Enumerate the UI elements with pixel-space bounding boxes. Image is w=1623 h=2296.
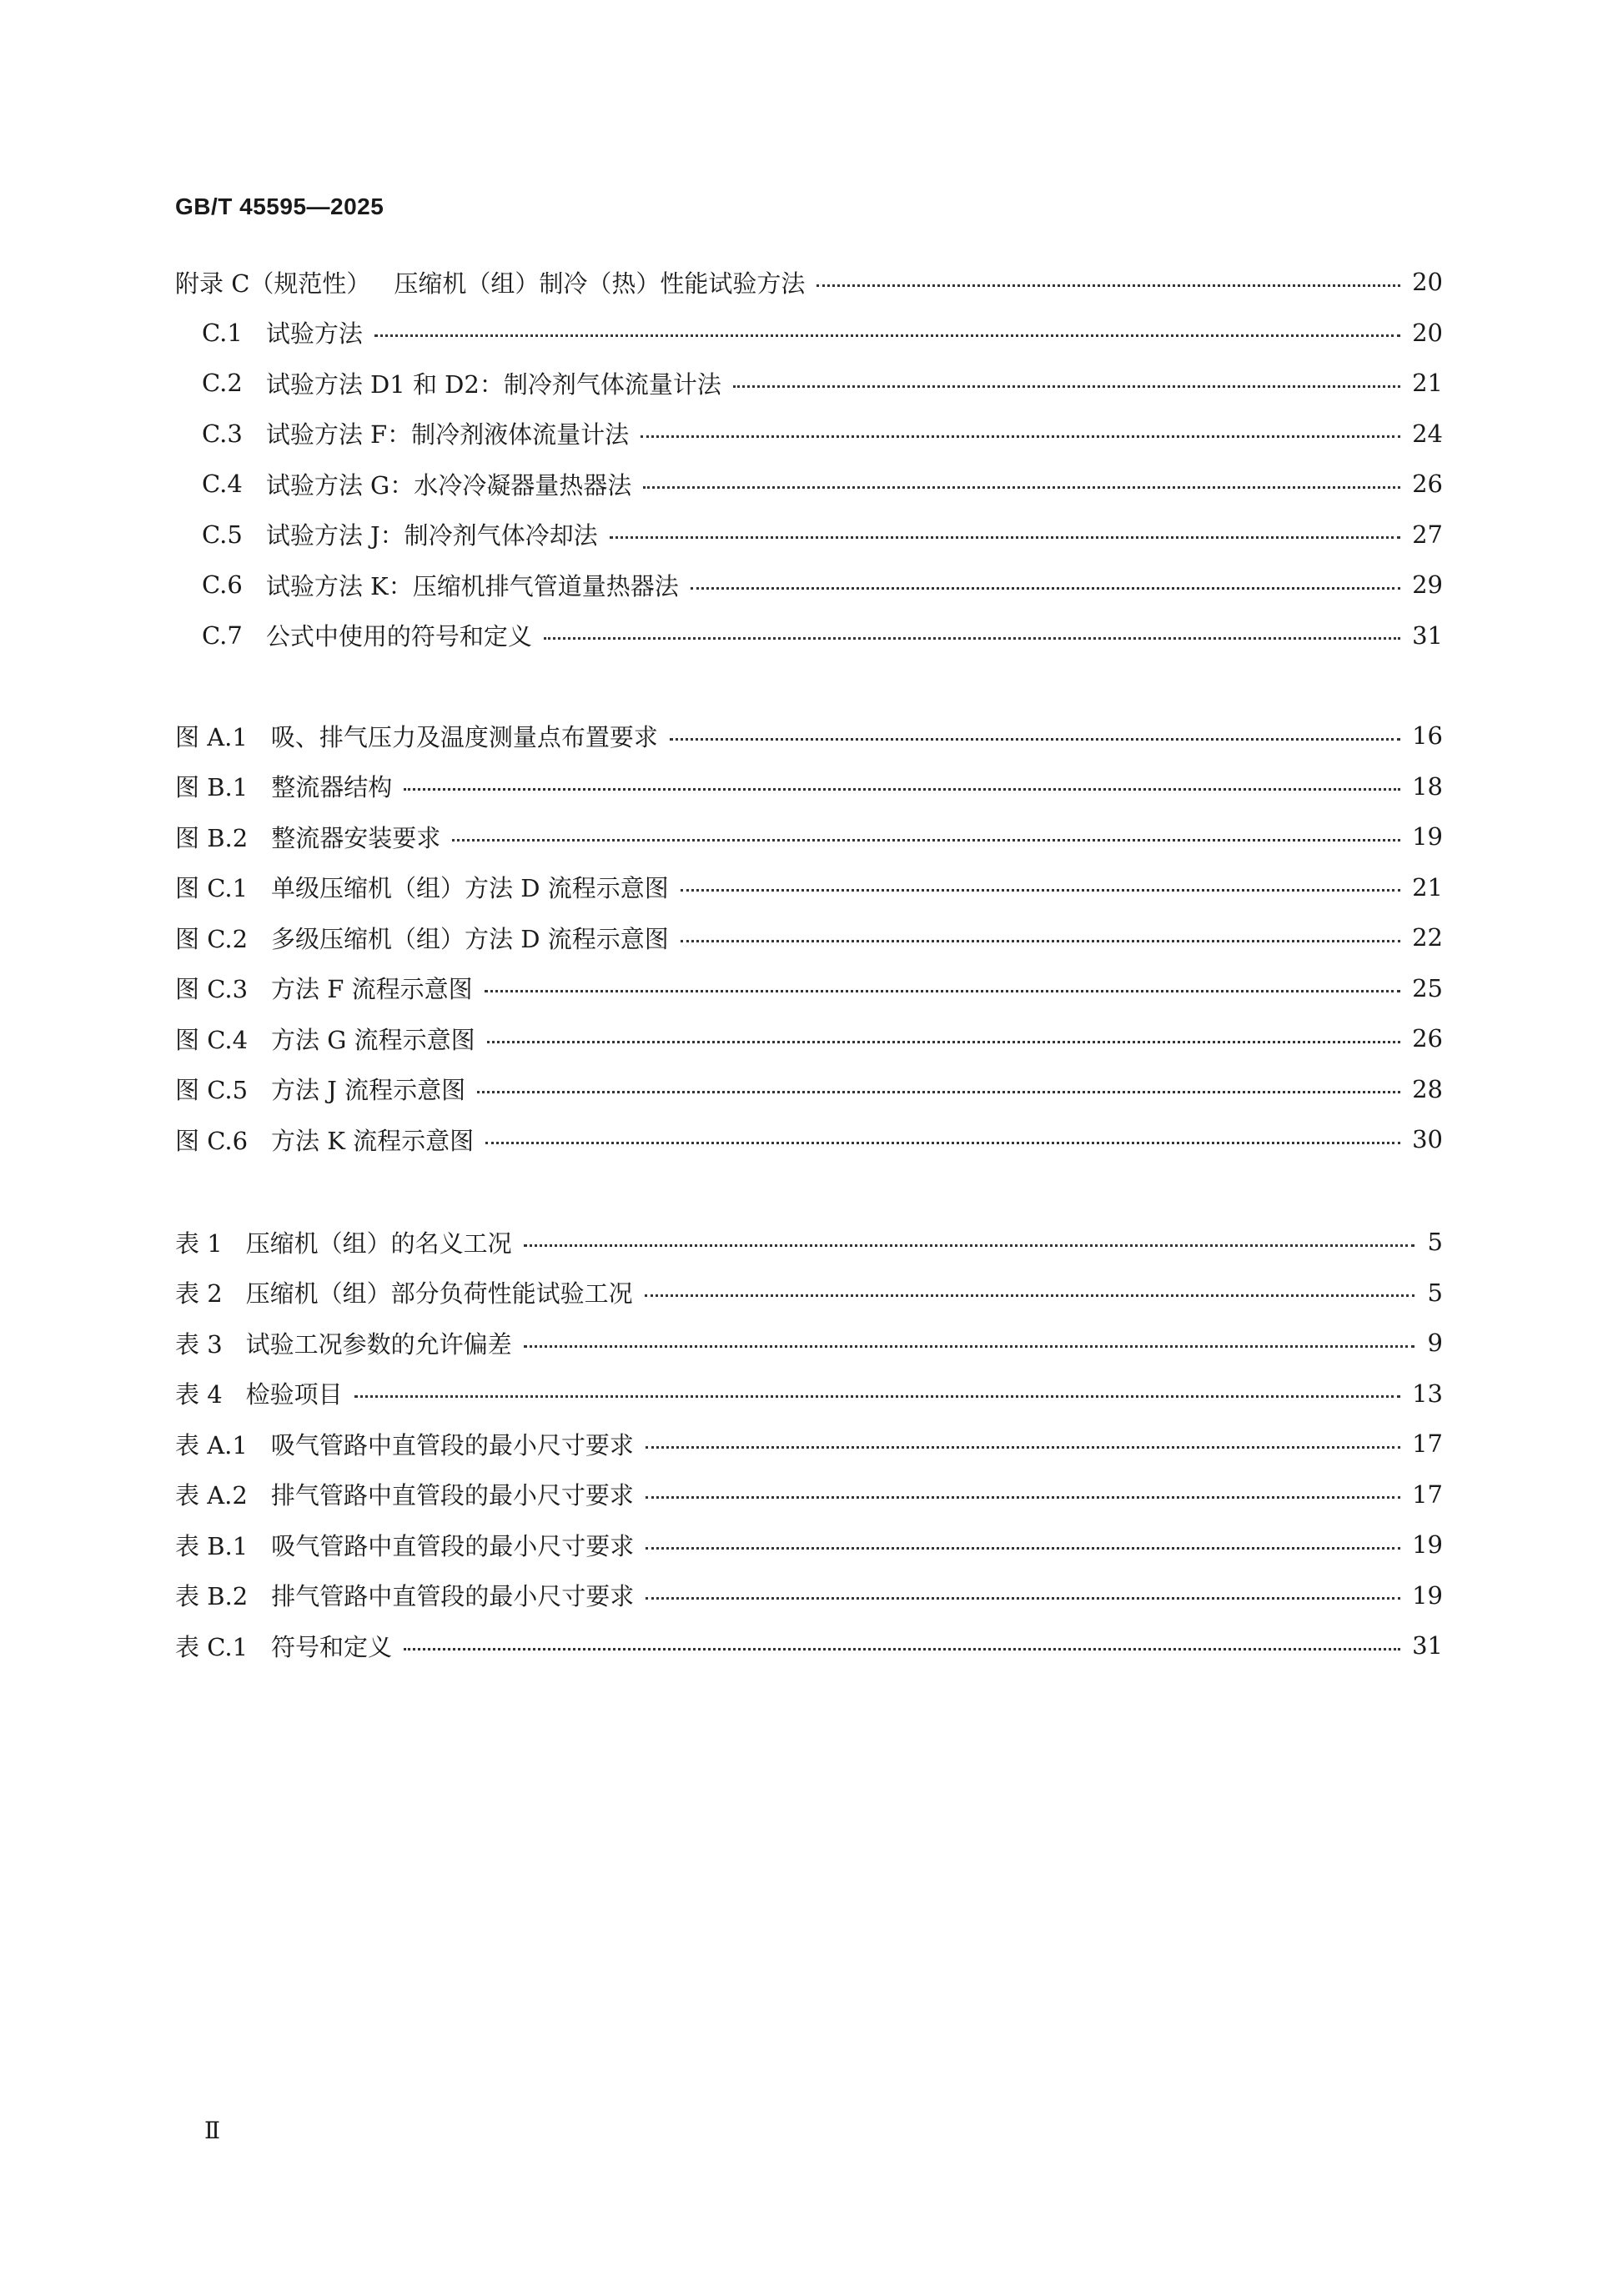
toc-entry[interactable] — [175, 1570, 1443, 1621]
toc-entry-label: 图 C.5 — [175, 1076, 249, 1105]
toc-entry-page: 22 — [1412, 923, 1443, 952]
toc-entry-page: 19 — [1412, 1580, 1443, 1610]
toc-entry[interactable] — [175, 610, 1443, 661]
toc-entry[interactable] — [175, 1064, 1443, 1115]
toc-entry[interactable] — [175, 761, 1443, 812]
toc-entry-page: 28 — [1412, 1074, 1443, 1103]
toc-entry-label: 表 A.1 — [175, 1430, 248, 1459]
toc-entry-label: 图 A.1 — [175, 722, 248, 751]
toc-leader-dots — [681, 889, 1400, 892]
toc-section-tables — [175, 1217, 1443, 1671]
toc-entry-title: 压缩机（组）的名义工况 — [245, 1228, 512, 1258]
toc-leader-dots — [691, 587, 1400, 590]
toc-entry-title: 方法 K 流程示意图 — [271, 1126, 475, 1155]
toc-leader-dots — [645, 1294, 1414, 1297]
toc-entry-label: C.6 — [202, 570, 243, 600]
toc-leader-dots — [452, 839, 1400, 842]
toc-entry[interactable] — [175, 1470, 1443, 1520]
toc-entry-label: C.2 — [202, 369, 243, 398]
toc-entry-title: 试验方法 G：水冷冷凝器量热器法 — [265, 470, 632, 500]
toc-entry-label: 表 1 — [175, 1228, 223, 1258]
toc-leader-dots — [681, 940, 1400, 942]
toc-entry-page: 5 — [1427, 1228, 1443, 1257]
toc-entry[interactable] — [175, 1114, 1443, 1165]
page-number-footer: Ⅱ — [204, 2117, 221, 2144]
toc-entry[interactable] — [175, 459, 1443, 510]
toc-entry-page: 27 — [1412, 520, 1443, 549]
toc-leader-dots — [485, 1142, 1400, 1144]
toc-leader-dots — [404, 788, 1400, 791]
toc-leader-dots — [477, 1091, 1400, 1093]
toc-entry-page: 26 — [1412, 1024, 1443, 1053]
toc-entry-title: 公式中使用的符号和定义 — [265, 622, 532, 651]
toc-leader-dots — [404, 1648, 1400, 1650]
toc-entry-label: 表 A.2 — [175, 1481, 248, 1510]
toc-entry-page: 16 — [1412, 721, 1443, 751]
toc-entry-label: 表 3 — [175, 1329, 223, 1359]
toc-entry[interactable] — [175, 862, 1443, 913]
toc-entry-label: 表 B.1 — [175, 1531, 249, 1560]
toc-entry-title: 多级压缩机（组）方法 D 流程示意图 — [271, 924, 669, 953]
toc-entry-page: 26 — [1412, 470, 1443, 499]
toc-entry-page: 30 — [1412, 1125, 1443, 1154]
toc-leader-dots — [641, 435, 1400, 438]
toc-entry[interactable] — [175, 1013, 1443, 1064]
toc-entry-page: 13 — [1412, 1379, 1443, 1408]
toc-entry[interactable] — [175, 1217, 1443, 1268]
toc-entry[interactable] — [175, 1268, 1443, 1319]
toc-entry-label: C.5 — [202, 520, 243, 549]
toc-entry-page: 29 — [1412, 570, 1443, 600]
toc-entry-page: 20 — [1412, 268, 1443, 297]
toc-leader-dots — [487, 1041, 1400, 1043]
toc-leader-dots — [646, 1547, 1400, 1550]
toc-entry-page: 19 — [1412, 1530, 1443, 1560]
toc-entry-title: 排气管路中直管段的最小尺寸要求 — [270, 1481, 634, 1510]
toc-entry-page: 21 — [1412, 872, 1443, 902]
toc-entry-title: 排气管路中直管段的最小尺寸要求 — [271, 1582, 635, 1611]
toc-entry-page: 17 — [1412, 1480, 1443, 1509]
toc-entry-label: C.4 — [202, 470, 243, 499]
toc-leader-dots — [643, 486, 1400, 489]
toc-entry-label: C.3 — [202, 419, 243, 448]
toc-entry-title: 试验方法 K：压缩机排气管道量热器法 — [265, 571, 679, 600]
toc-entry-label: 图 C.2 — [175, 924, 249, 953]
toc-entry-label: 图 C.4 — [175, 1025, 249, 1054]
toc-leader-dots — [354, 1395, 1400, 1398]
toc-entry-label: 图 C.6 — [175, 1126, 249, 1155]
toc-leader-dots — [524, 1345, 1414, 1348]
toc-entry[interactable] — [175, 409, 1443, 460]
toc-entry-page: 17 — [1412, 1429, 1443, 1459]
toc-entry[interactable] — [175, 1620, 1443, 1671]
toc-entry-label: 表 2 — [175, 1279, 223, 1309]
toc-entry-title: 压缩机（组）部分负荷性能试验工况 — [245, 1279, 633, 1309]
toc-entry-label: C.7 — [202, 620, 243, 650]
toc-entry-title: 试验工况参数的允许偏差 — [245, 1329, 512, 1359]
toc-leader-dots — [544, 637, 1400, 640]
toc-entry-label: 表 C.1 — [175, 1632, 249, 1661]
toc-entry[interactable] — [175, 1520, 1443, 1570]
toc-entry-label: 图 B.2 — [175, 823, 249, 852]
toc-entry-title: 方法 G 流程示意图 — [271, 1025, 475, 1054]
toc-entry-label: C.1 — [202, 318, 243, 347]
toc-entry-title: 压缩机（组）制冷（热）性能试验方法 — [394, 269, 806, 298]
toc-section-figures — [175, 711, 1443, 1165]
toc-section-appendix — [175, 257, 1443, 661]
toc-entry[interactable] — [175, 811, 1443, 862]
toc-entry[interactable] — [175, 963, 1443, 1014]
toc-entry[interactable] — [175, 912, 1443, 963]
toc-entry-title: 吸气管路中直管段的最小尺寸要求 — [270, 1430, 634, 1459]
toc-entry-page: 18 — [1412, 771, 1443, 801]
toc-leader-dots — [733, 385, 1400, 388]
toc-leader-dots — [524, 1244, 1414, 1247]
toc-entry-label: 附录 C（规范性） — [175, 269, 371, 298]
toc-leader-dots — [374, 334, 1400, 337]
toc-entry-title: 试验方法 J：制冷剂气体冷却法 — [265, 521, 598, 550]
toc-entry[interactable] — [175, 257, 1443, 308]
toc-entry-title: 整流器安装要求 — [271, 823, 441, 852]
toc-entry[interactable] — [175, 1369, 1443, 1419]
toc-entry-page: 25 — [1412, 973, 1443, 1002]
toc-entry[interactable] — [175, 1419, 1443, 1470]
toc-entry-title: 吸气管路中直管段的最小尺寸要求 — [271, 1531, 635, 1560]
toc-entry-label: 表 4 — [175, 1380, 223, 1409]
toc-entry-label: 表 B.2 — [175, 1582, 249, 1611]
toc-entry-title: 试验方法 D1 和 D2：制冷剂气体流量计法 — [265, 369, 721, 399]
toc-entry-title: 方法 F 流程示意图 — [271, 975, 473, 1004]
toc-entry[interactable] — [175, 358, 1443, 409]
toc-entry-page: 31 — [1412, 620, 1443, 650]
toc-entry[interactable] — [175, 560, 1443, 610]
toc-leader-dots — [646, 1496, 1400, 1499]
toc-entry-page: 19 — [1412, 822, 1443, 852]
toc-entry-title: 整流器结构 — [271, 773, 393, 802]
toc-entry-label: 图 B.1 — [175, 773, 249, 802]
toc-entry-page: 20 — [1412, 318, 1443, 347]
toc-entry-title: 试验方法 F：制冷剂液体流量计法 — [265, 420, 630, 450]
toc-entry-title: 吸、排气压力及温度测量点布置要求 — [270, 722, 658, 751]
toc-leader-dots — [817, 284, 1400, 287]
toc-entry[interactable] — [175, 510, 1443, 560]
toc-leader-dots — [670, 738, 1400, 741]
toc-leader-dots — [610, 536, 1400, 539]
toc-entry-label: 图 C.1 — [175, 874, 249, 903]
toc-entry-page: 9 — [1427, 1329, 1443, 1358]
toc-entry-page: 21 — [1412, 369, 1443, 398]
toc-entry[interactable] — [175, 711, 1443, 761]
toc-entry-page: 31 — [1412, 1631, 1443, 1660]
toc-leader-dots — [485, 990, 1400, 992]
toc-entry-title: 符号和定义 — [271, 1632, 393, 1661]
toc-entry-title: 单级压缩机（组）方法 D 流程示意图 — [271, 874, 669, 903]
toc-entry[interactable] — [175, 308, 1443, 359]
toc-entry-title: 试验方法 — [265, 319, 363, 349]
toc-entry-page: 5 — [1427, 1278, 1443, 1307]
toc-entry-page: 24 — [1412, 419, 1443, 448]
standard-code-header: GB/T 45595—2025 — [175, 193, 384, 219]
toc-leader-dots — [646, 1446, 1400, 1449]
toc-leader-dots — [646, 1597, 1400, 1600]
toc-entry[interactable] — [175, 1318, 1443, 1369]
toc-entry-title: 检验项目 — [245, 1380, 343, 1409]
toc-entry-title: 方法 J 流程示意图 — [271, 1076, 466, 1105]
toc-entry-label: 图 C.3 — [175, 975, 249, 1004]
